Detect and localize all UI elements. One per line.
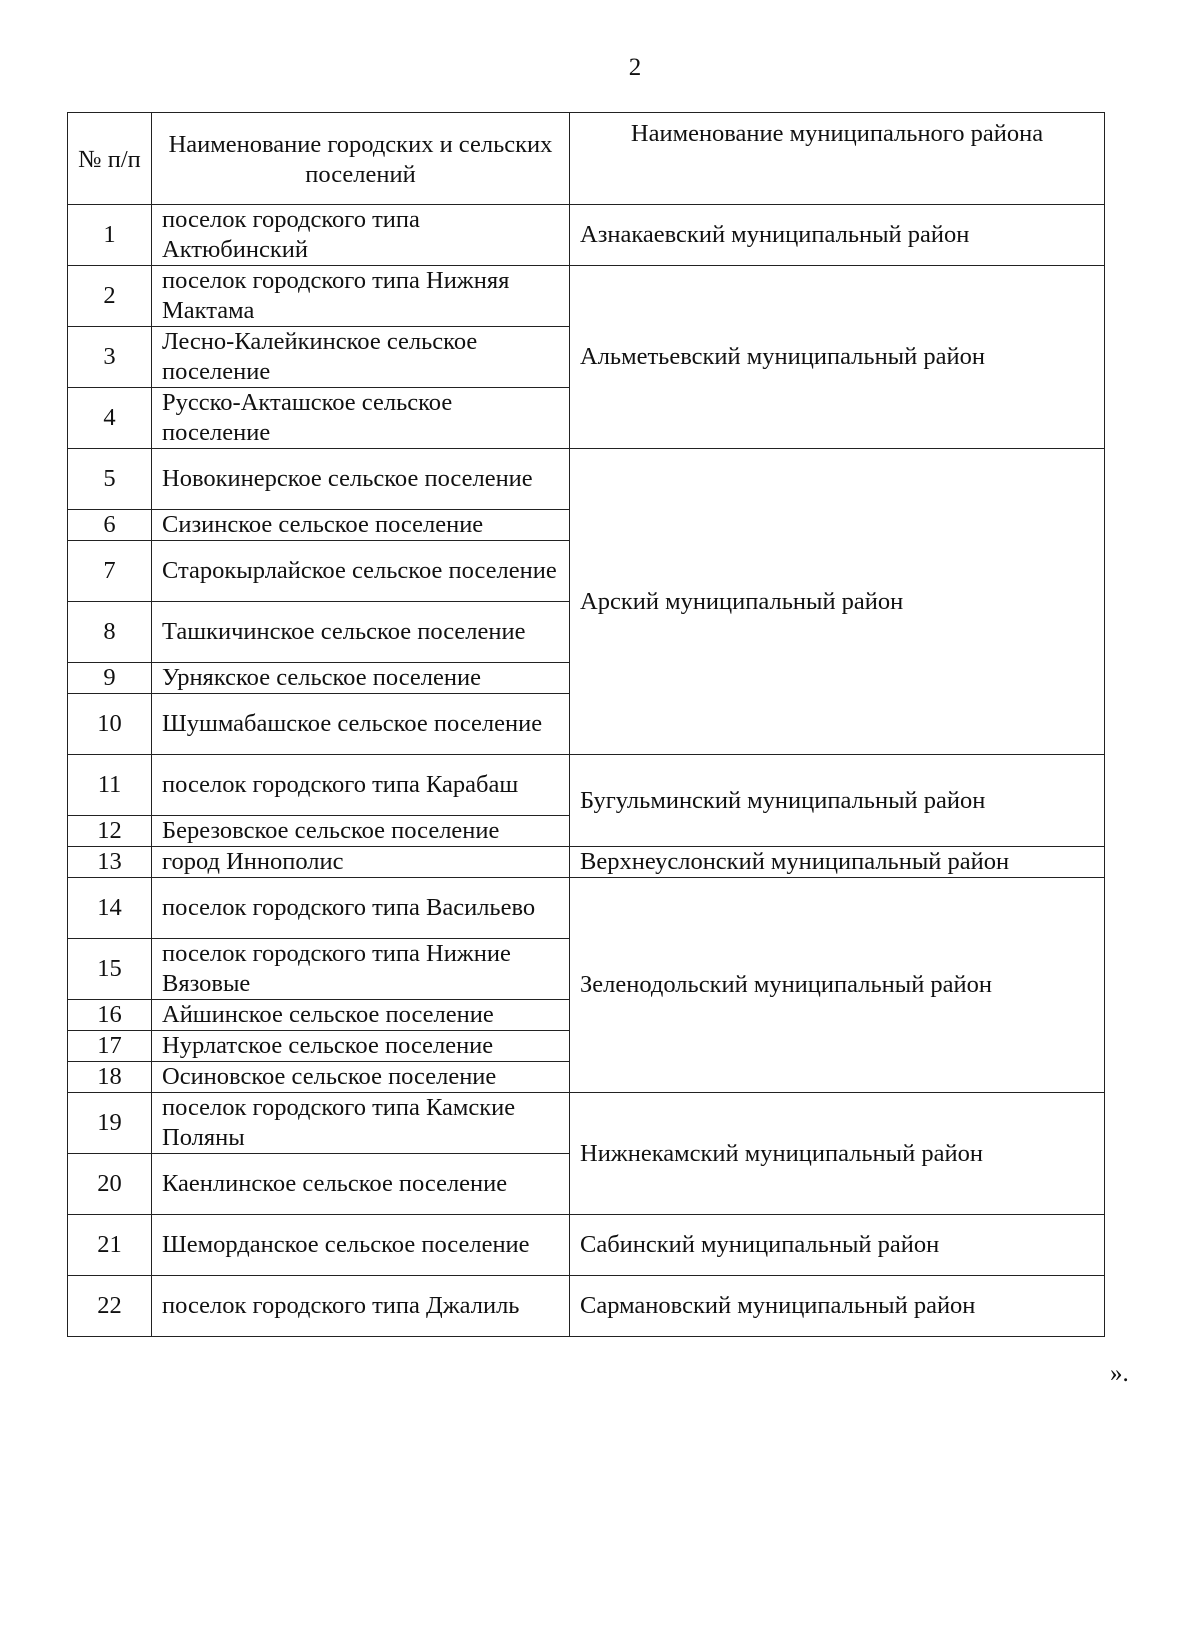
row-number: 3	[68, 327, 152, 388]
table-row	[68, 878, 1105, 939]
settlement-name: Березовское сельское поселение	[152, 816, 570, 847]
settlement-name: поселок городского типа Карабаш	[152, 755, 570, 816]
settlement-name: Новокинерское сельское поселение	[152, 449, 570, 510]
settlement-name: Айшинское сельское поселение	[152, 1000, 570, 1031]
settlements-table	[67, 112, 1105, 1337]
district-name: Бугульминский муниципальный район	[570, 755, 1105, 847]
settlement-name: поселок городского типа Камские Поляны	[152, 1093, 570, 1154]
table-row	[68, 449, 1105, 510]
settlement-name: поселок городского типа Васильево	[152, 878, 570, 939]
row-number: 9	[68, 663, 152, 694]
header-district: Наименование муниципального района	[570, 113, 1105, 205]
district-name: Сармановский муниципальный район	[570, 1276, 1105, 1337]
header-number: № п/п	[68, 113, 152, 205]
row-number: 20	[68, 1154, 152, 1215]
settlement-name: Сизинское сельское поселение	[152, 510, 570, 541]
settlement-name: поселок городского типа Актюбинский	[152, 205, 570, 266]
row-number: 5	[68, 449, 152, 510]
page-number: 2	[628, 54, 642, 81]
settlement-name: Старокырлайское сельское поселение	[152, 541, 570, 602]
row-number: 12	[68, 816, 152, 847]
row-number: 14	[68, 878, 152, 939]
settlement-name: поселок городского типа Джалиль	[152, 1276, 570, 1337]
district-name: Альметьевский муниципальный район	[570, 266, 1105, 449]
row-number: 22	[68, 1276, 152, 1337]
row-number: 4	[68, 388, 152, 449]
table-row	[68, 1093, 1105, 1154]
settlement-name: поселок городского типа Нижние Вязовые	[152, 939, 570, 1000]
settlement-name: Лесно-Калейкинское сельское поселение	[152, 327, 570, 388]
district-name: Нижнекамский муниципальный район	[570, 1093, 1105, 1215]
table-row	[68, 755, 1105, 816]
settlement-name: поселок городского типа Нижняя Мактама	[152, 266, 570, 327]
row-number: 7	[68, 541, 152, 602]
settlement-name: Нурлатское сельское поселение	[152, 1031, 570, 1062]
row-number: 2	[68, 266, 152, 327]
table-row	[68, 1276, 1105, 1337]
table-row	[68, 205, 1105, 266]
row-number: 11	[68, 755, 152, 816]
row-number: 10	[68, 694, 152, 755]
settlement-name: Урнякское сельское поселение	[152, 663, 570, 694]
district-name: Верхнеуслонский муниципальный район	[570, 847, 1105, 878]
table-row	[68, 847, 1105, 878]
row-number: 6	[68, 510, 152, 541]
district-name: Зеленодольский муниципальный район	[570, 878, 1105, 1093]
settlement-name: Каенлинское сельское поселение	[152, 1154, 570, 1215]
row-number: 18	[68, 1062, 152, 1093]
row-number: 21	[68, 1215, 152, 1276]
settlement-name: Шеморданское сельское поселение	[152, 1215, 570, 1276]
table-row	[68, 1215, 1105, 1276]
row-number: 15	[68, 939, 152, 1000]
row-number: 17	[68, 1031, 152, 1062]
row-number: 16	[68, 1000, 152, 1031]
settlement-name: Шушмабашское сельское поселение	[152, 694, 570, 755]
row-number: 13	[68, 847, 152, 878]
table-row	[68, 266, 1105, 327]
header-settlement: Наименование городских и сельских поселений	[152, 113, 570, 205]
row-number: 8	[68, 602, 152, 663]
district-name: Арский муниципальный район	[570, 449, 1105, 755]
settlement-name: Осиновское сельское поселение	[152, 1062, 570, 1093]
table-header-row	[68, 113, 1105, 205]
settlement-name: Ташкичинское сельское поселение	[152, 602, 570, 663]
row-number: 19	[68, 1093, 152, 1154]
district-name: Сабинский муниципальный район	[570, 1215, 1105, 1276]
closing-quote: ».	[1110, 1360, 1129, 1387]
row-number: 1	[68, 205, 152, 266]
settlement-name: город Иннополис	[152, 847, 570, 878]
district-name: Азнакаевский муниципальный район	[570, 205, 1105, 266]
settlement-name: Русско-Акташское сельское поселение	[152, 388, 570, 449]
